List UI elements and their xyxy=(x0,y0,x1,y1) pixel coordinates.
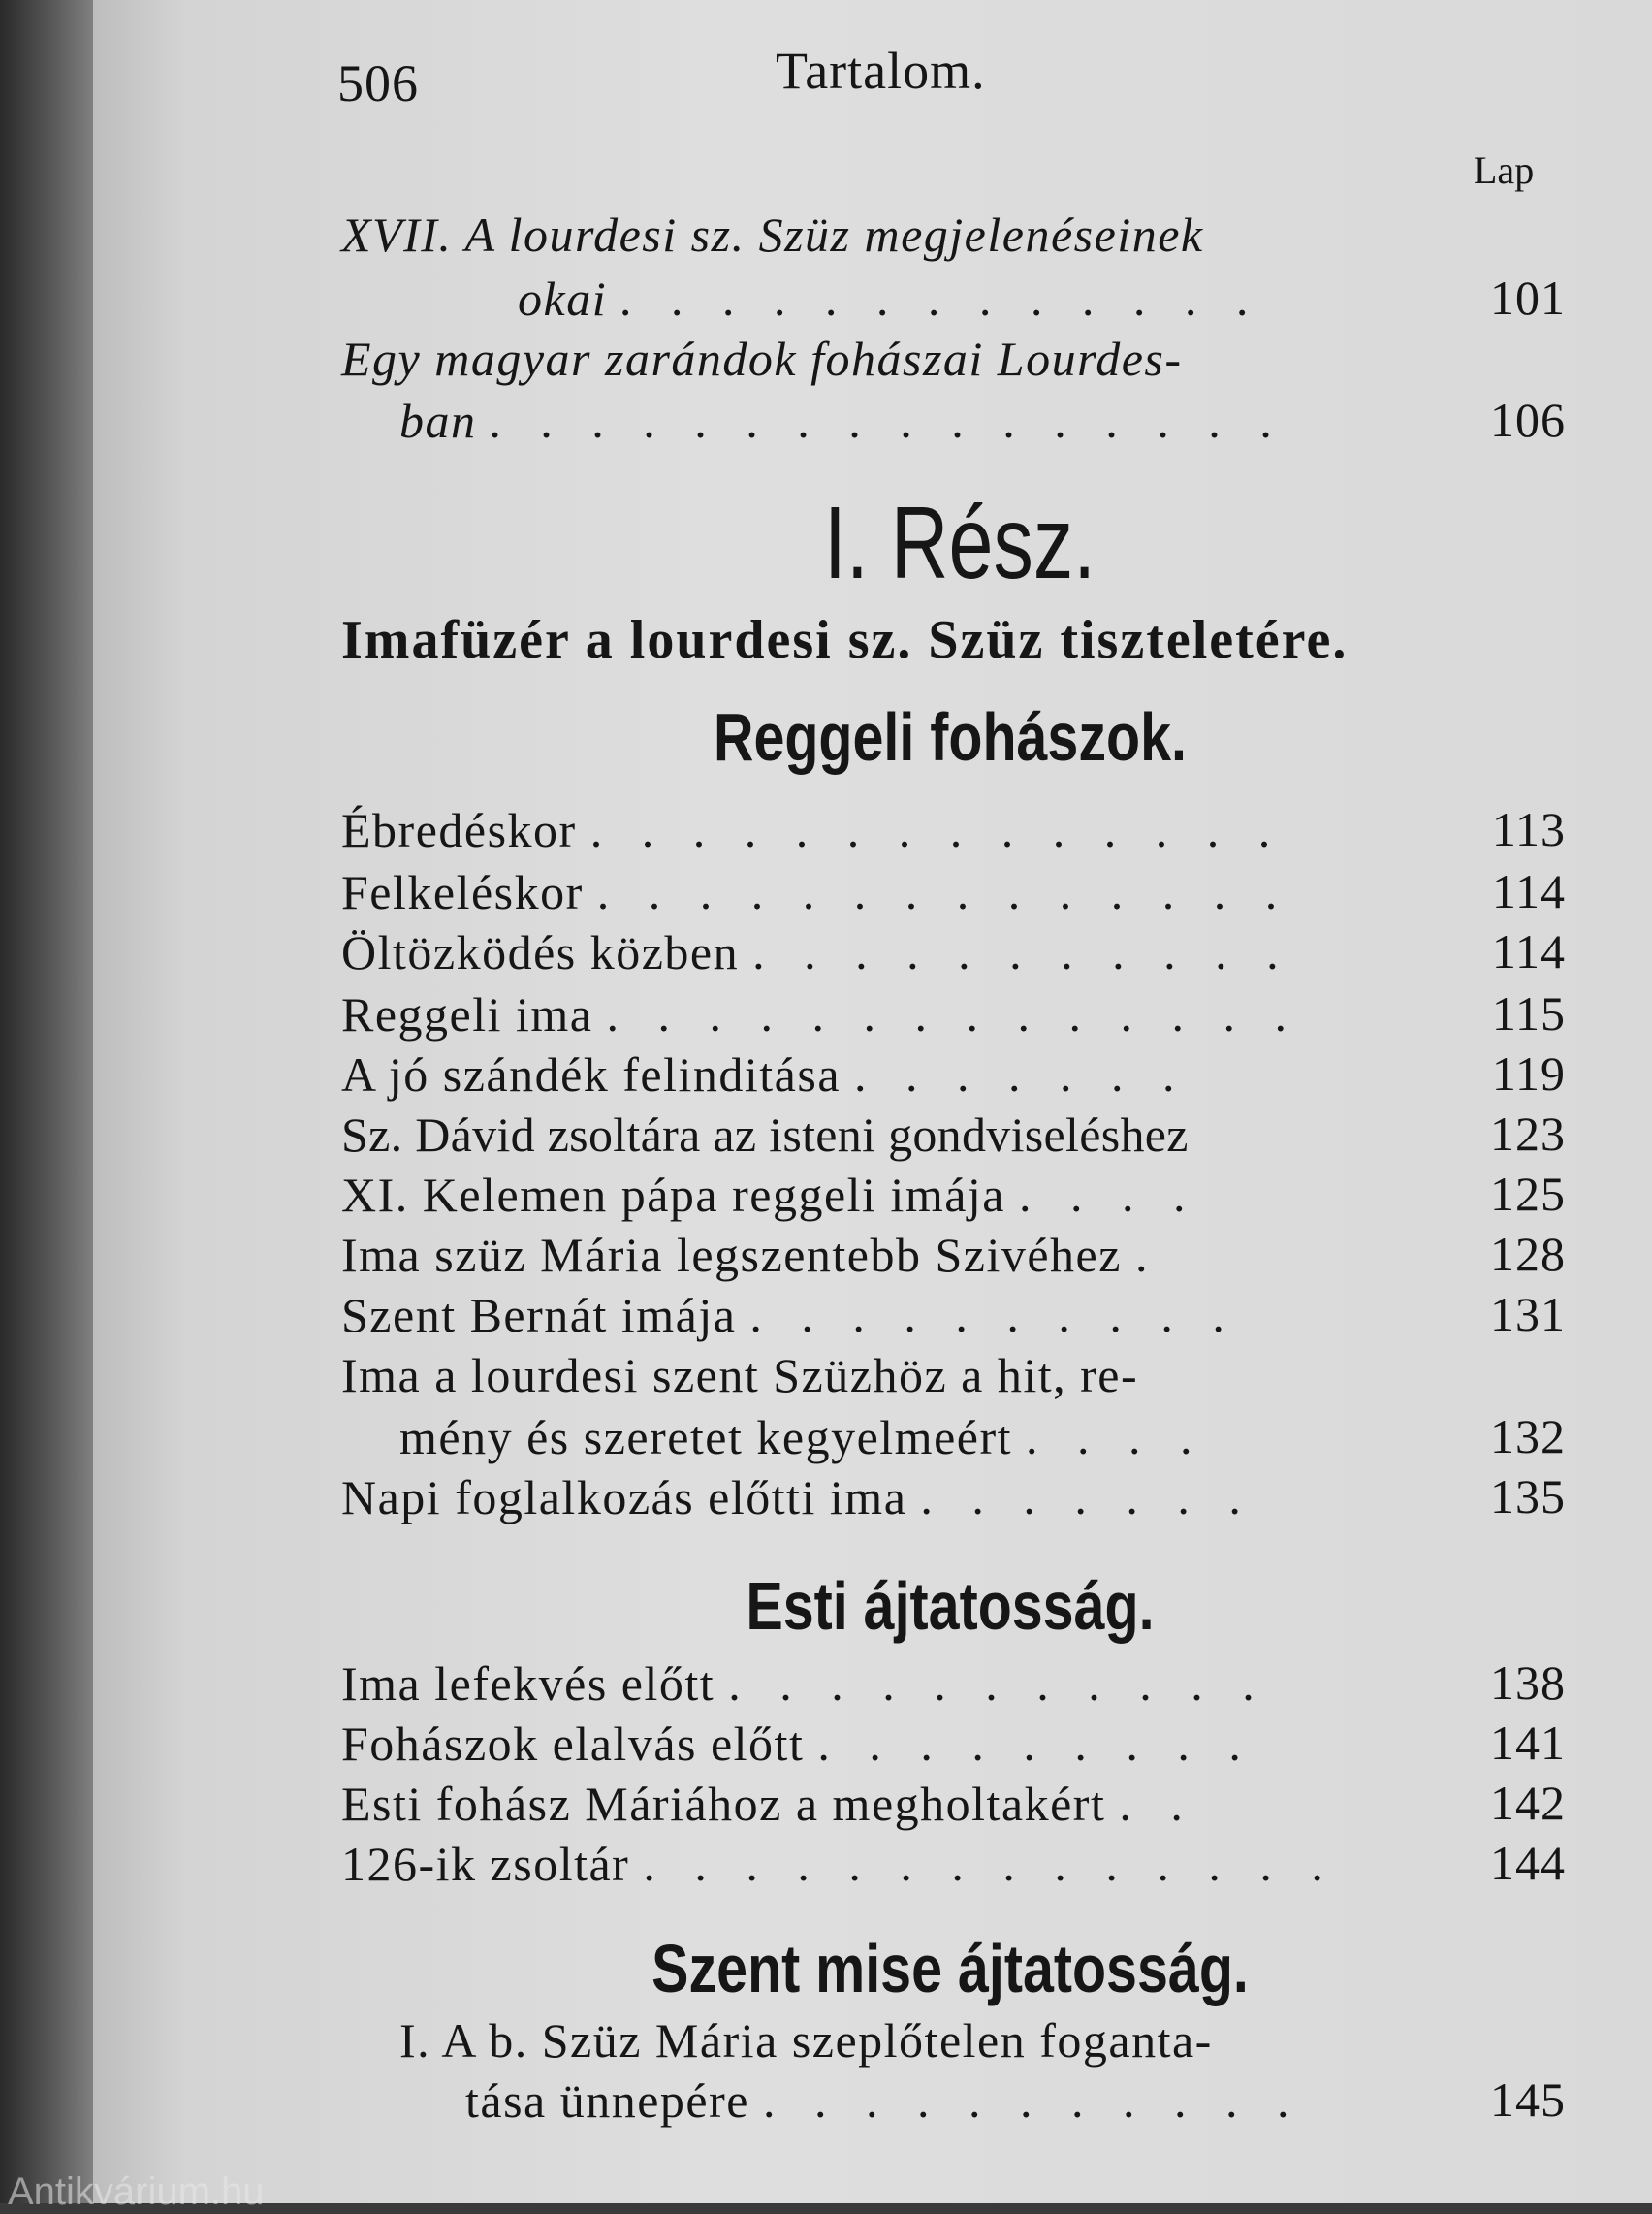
toc-entry: Sz. Dávid zsoltára az isteni gondviseléshez xyxy=(341,1107,1189,1162)
toc-entry: Napi foglalkozás előtti ima . . . . . . . xyxy=(341,1470,1255,1524)
leader-dots: . . . . . . . . . . . . . . xyxy=(606,987,1300,1042)
toc-page-number: 114 xyxy=(1491,864,1566,918)
leader-dots: . . . . . . . xyxy=(920,1470,1255,1524)
leader-dots: . . . . xyxy=(1026,1410,1206,1464)
toc-entry: Ébredéskor . . . . . . . . . . . . . . xyxy=(341,803,1285,857)
toc-entry: Felkeléskor . . . . . . . . . . . . . . xyxy=(341,865,1291,919)
toc-page-number: 119 xyxy=(1491,1046,1566,1101)
running-title: Tartalom. xyxy=(776,42,986,100)
leader-dots: . . . . xyxy=(1019,1168,1199,1222)
leader-dots: . xyxy=(1134,1228,1161,1282)
toc-entry: Ima lefekvés előtt . . . . . . . . . . . xyxy=(341,1656,1268,1711)
leader-dots: . . xyxy=(1119,1777,1196,1831)
leader-dots: . . . . . . . xyxy=(854,1047,1189,1102)
toc-page-number: 115 xyxy=(1491,986,1566,1041)
toc-page-number: 144 xyxy=(1490,1836,1566,1890)
toc-page-number: 113 xyxy=(1491,802,1566,856)
column-label-lap: Lap xyxy=(1474,148,1535,192)
book-binding-shadow xyxy=(0,0,105,2203)
toc-entry: A jó szándék felinditása . . . . . . . xyxy=(341,1047,1189,1102)
toc-entry: Esti fohász Máriához a megholtakért . . xyxy=(341,1777,1196,1831)
toc-page-number: 131 xyxy=(1490,1287,1566,1341)
leader-dots: . . . . . . . . . xyxy=(817,1717,1255,1771)
leader-dots: . . . . . . . . . . . . . . xyxy=(596,865,1291,919)
toc-entry-line1: Ima a lourdesi szent Szüzhöz a hit, re- xyxy=(341,1348,1139,1402)
leader-dots: . . . . . . . . . . . . . . . . xyxy=(490,394,1287,448)
leader-dots: . . . . . . . . . . . xyxy=(762,2073,1303,2128)
leader-dots: . . . . . . . . . . . . . xyxy=(620,272,1263,326)
toc-entry: Reggeli ima . . . . . . . . . . . . . . xyxy=(341,987,1300,1042)
watermark-text: Antikvárium.hu xyxy=(8,2170,265,2213)
toc-page-number: 145 xyxy=(1490,2072,1566,2127)
page-number: 506 xyxy=(337,54,419,112)
toc-page-number: 138 xyxy=(1490,1655,1566,1710)
toc-page-number: 135 xyxy=(1490,1469,1566,1524)
toc-page-number: 123 xyxy=(1490,1107,1566,1161)
toc-entry: Fohászok elalvás előtt . . . . . . . . . xyxy=(341,1717,1255,1771)
toc-page-number: 142 xyxy=(1490,1776,1566,1830)
leader-dots: . . . . . . . . . . . xyxy=(752,925,1292,979)
toc-page-number: 132 xyxy=(1490,1409,1566,1463)
section-title: Szent mise ájtatosság. xyxy=(651,1931,1249,2006)
toc-page-number: 125 xyxy=(1490,1167,1566,1221)
toc-page-number: 128 xyxy=(1490,1227,1566,1281)
toc-entry: 126-ik zsoltár . . . . . . . . . . . . . . xyxy=(341,1837,1337,1891)
leader-dots: . . . . . . . . . . . . . . xyxy=(589,803,1285,857)
toc-entry-line1: XVII. A lourdesi sz. Szüz megjelenéseinek xyxy=(341,208,1204,262)
toc-entry-line2: okai . . . . . . . . . . . . . xyxy=(518,272,1263,326)
toc-entry-line2: tása ünnepére . . . . . . . . . . . xyxy=(465,2073,1303,2128)
toc-entry: Ima szüz Mária legszentebb Szivéhez . xyxy=(341,1228,1161,1282)
toc-page-number: 101 xyxy=(1490,271,1566,325)
toc-entry-line1: I. A b. Szüz Mária szeplőtelen foganta- xyxy=(399,2013,1213,2068)
leader-dots: . . . . . . . . . . . . . . xyxy=(643,1837,1337,1891)
toc-page-number: 114 xyxy=(1491,924,1566,979)
toc-page-number: 106 xyxy=(1490,393,1566,447)
part-title: I. Rész. xyxy=(823,486,1096,600)
toc-entry: XI. Kelemen pápa reggeli imája . . . . xyxy=(341,1168,1199,1222)
toc-entry-line2: mény és szeretet kegyelmeért . . . . xyxy=(399,1410,1206,1464)
toc-entry: Öltözködés közben . . . . . . . . . . . xyxy=(341,925,1292,979)
part-subtitle: Imafüzér a lourdesi sz. Szüz tiszteletére. xyxy=(341,610,1349,670)
toc-page-number: 141 xyxy=(1490,1716,1566,1770)
toc-entry-line2: ban . . . . . . . . . . . . . . . . xyxy=(399,394,1287,448)
leader-dots: . . . . . . . . . . xyxy=(749,1288,1238,1342)
toc-entry-line1: Egy magyar zarándok fohászai Lourdes- xyxy=(341,332,1183,386)
leader-dots: . . . . . . . . . . . xyxy=(728,1656,1268,1711)
section-title: Reggeli fohászok. xyxy=(713,699,1187,775)
section-title: Esti ájtatosság. xyxy=(746,1568,1155,1644)
toc-entry: Szent Bernát imája . . . . . . . . . . xyxy=(341,1288,1238,1342)
